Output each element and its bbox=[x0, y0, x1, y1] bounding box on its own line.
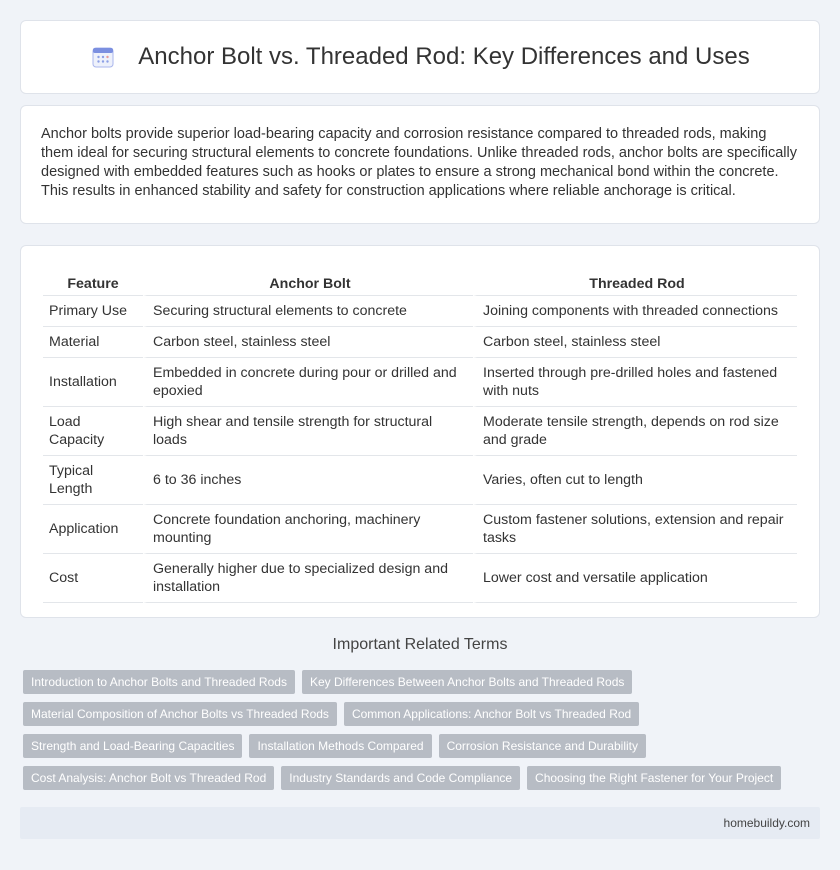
header-anchor-bolt: Anchor Bolt bbox=[143, 266, 473, 296]
cell-anchor-bolt: 6 to 36 inches bbox=[143, 456, 473, 505]
cell-anchor-bolt: Generally higher due to specialized design and installation bbox=[143, 554, 473, 603]
cell-threaded-rod: Inserted through pre-drilled holes and fastened with nuts bbox=[473, 358, 797, 407]
related-term-tag[interactable]: Installation Methods Compared bbox=[249, 734, 431, 758]
cell-feature: Load Capacity bbox=[43, 407, 143, 456]
tag-row bbox=[23, 670, 820, 694]
cell-feature: Primary Use bbox=[43, 296, 143, 327]
related-terms-tags bbox=[20, 670, 820, 790]
header-threaded-rod: Threaded Rod bbox=[473, 266, 797, 296]
cell-feature: Cost bbox=[43, 554, 143, 603]
intro-card bbox=[20, 105, 820, 224]
cell-anchor-bolt: High shear and tensile strength for structural loads bbox=[143, 407, 473, 456]
cell-anchor-bolt: Embedded in concrete during pour or drilled and epoxied bbox=[143, 358, 473, 407]
table-row bbox=[43, 505, 797, 554]
related-term-tag[interactable]: Industry Standards and Code Compliance bbox=[281, 766, 520, 790]
table-row bbox=[43, 296, 797, 327]
cell-feature: Typical Length bbox=[43, 456, 143, 505]
cell-threaded-rod: Moderate tensile strength, depends on rod size and grade bbox=[473, 407, 797, 456]
comparison-table-card bbox=[20, 245, 820, 618]
cell-threaded-rod: Carbon steel, stainless steel bbox=[473, 327, 797, 358]
cell-feature: Application bbox=[43, 505, 143, 554]
calendar-icon bbox=[90, 44, 116, 70]
cell-feature: Installation bbox=[43, 358, 143, 407]
related-terms-heading: Important Related Terms bbox=[332, 636, 508, 653]
cell-feature: Material bbox=[43, 327, 143, 358]
tag-row bbox=[23, 766, 820, 790]
tag-row bbox=[23, 702, 820, 726]
related-term-tag[interactable]: Key Differences Between Anchor Bolts and Threaded Rods bbox=[302, 670, 632, 694]
cell-threaded-rod: Varies, often cut to length bbox=[473, 456, 797, 505]
table-row bbox=[43, 407, 797, 456]
tag-row bbox=[23, 734, 820, 758]
cell-anchor-bolt: Securing structural elements to concrete bbox=[143, 296, 473, 327]
related-term-tag[interactable]: Material Composition of Anchor Bolts vs Threaded Rods bbox=[23, 702, 337, 726]
footer-site-name[interactable]: homebuildy.com bbox=[723, 816, 810, 830]
comparison-table bbox=[43, 266, 797, 603]
cell-anchor-bolt: Concrete foundation anchoring, machinery mounting bbox=[143, 505, 473, 554]
cell-threaded-rod: Joining components with threaded connections bbox=[473, 296, 797, 327]
related-term-tag[interactable]: Introduction to Anchor Bolts and Threaded Rods bbox=[23, 670, 295, 694]
cell-threaded-rod: Custom fastener solutions, extension and repair tasks bbox=[473, 505, 797, 554]
footer-bar bbox=[20, 807, 820, 839]
related-terms-section bbox=[20, 636, 820, 798]
header-feature: Feature bbox=[43, 266, 143, 296]
table-header-row bbox=[43, 266, 797, 296]
header-card bbox=[20, 20, 820, 94]
table-row bbox=[43, 327, 797, 358]
related-term-tag[interactable]: Strength and Load-Bearing Capacities bbox=[23, 734, 242, 758]
intro-paragraph: Anchor bolts provide superior load-bearing capacity and corrosion resistance compared to threaded rods, making them ideal for securing structural elements to concrete foundations. Unlike threaded rods, anchor bolts are specifically designed with embedded features such as hooks or plates to ensure a strong mechanical bond within the concrete. This results in enhanced stability and safety for construction applications where reliable anchorage is critical. bbox=[41, 126, 798, 199]
cell-threaded-rod: Lower cost and versatile application bbox=[473, 554, 797, 603]
table-row bbox=[43, 554, 797, 603]
related-term-tag[interactable]: Choosing the Right Fastener for Your Project bbox=[527, 766, 781, 790]
table-row bbox=[43, 358, 797, 407]
related-term-tag[interactable]: Corrosion Resistance and Durability bbox=[439, 734, 646, 758]
cell-anchor-bolt: Carbon steel, stainless steel bbox=[143, 327, 473, 358]
table-row bbox=[43, 456, 797, 505]
related-term-tag[interactable]: Cost Analysis: Anchor Bolt vs Threaded Rod bbox=[23, 766, 274, 790]
page-title: Anchor Bolt vs. Threaded Rod: Key Differences and Uses bbox=[138, 43, 750, 70]
related-term-tag[interactable]: Common Applications: Anchor Bolt vs Threaded Rod bbox=[344, 702, 639, 726]
